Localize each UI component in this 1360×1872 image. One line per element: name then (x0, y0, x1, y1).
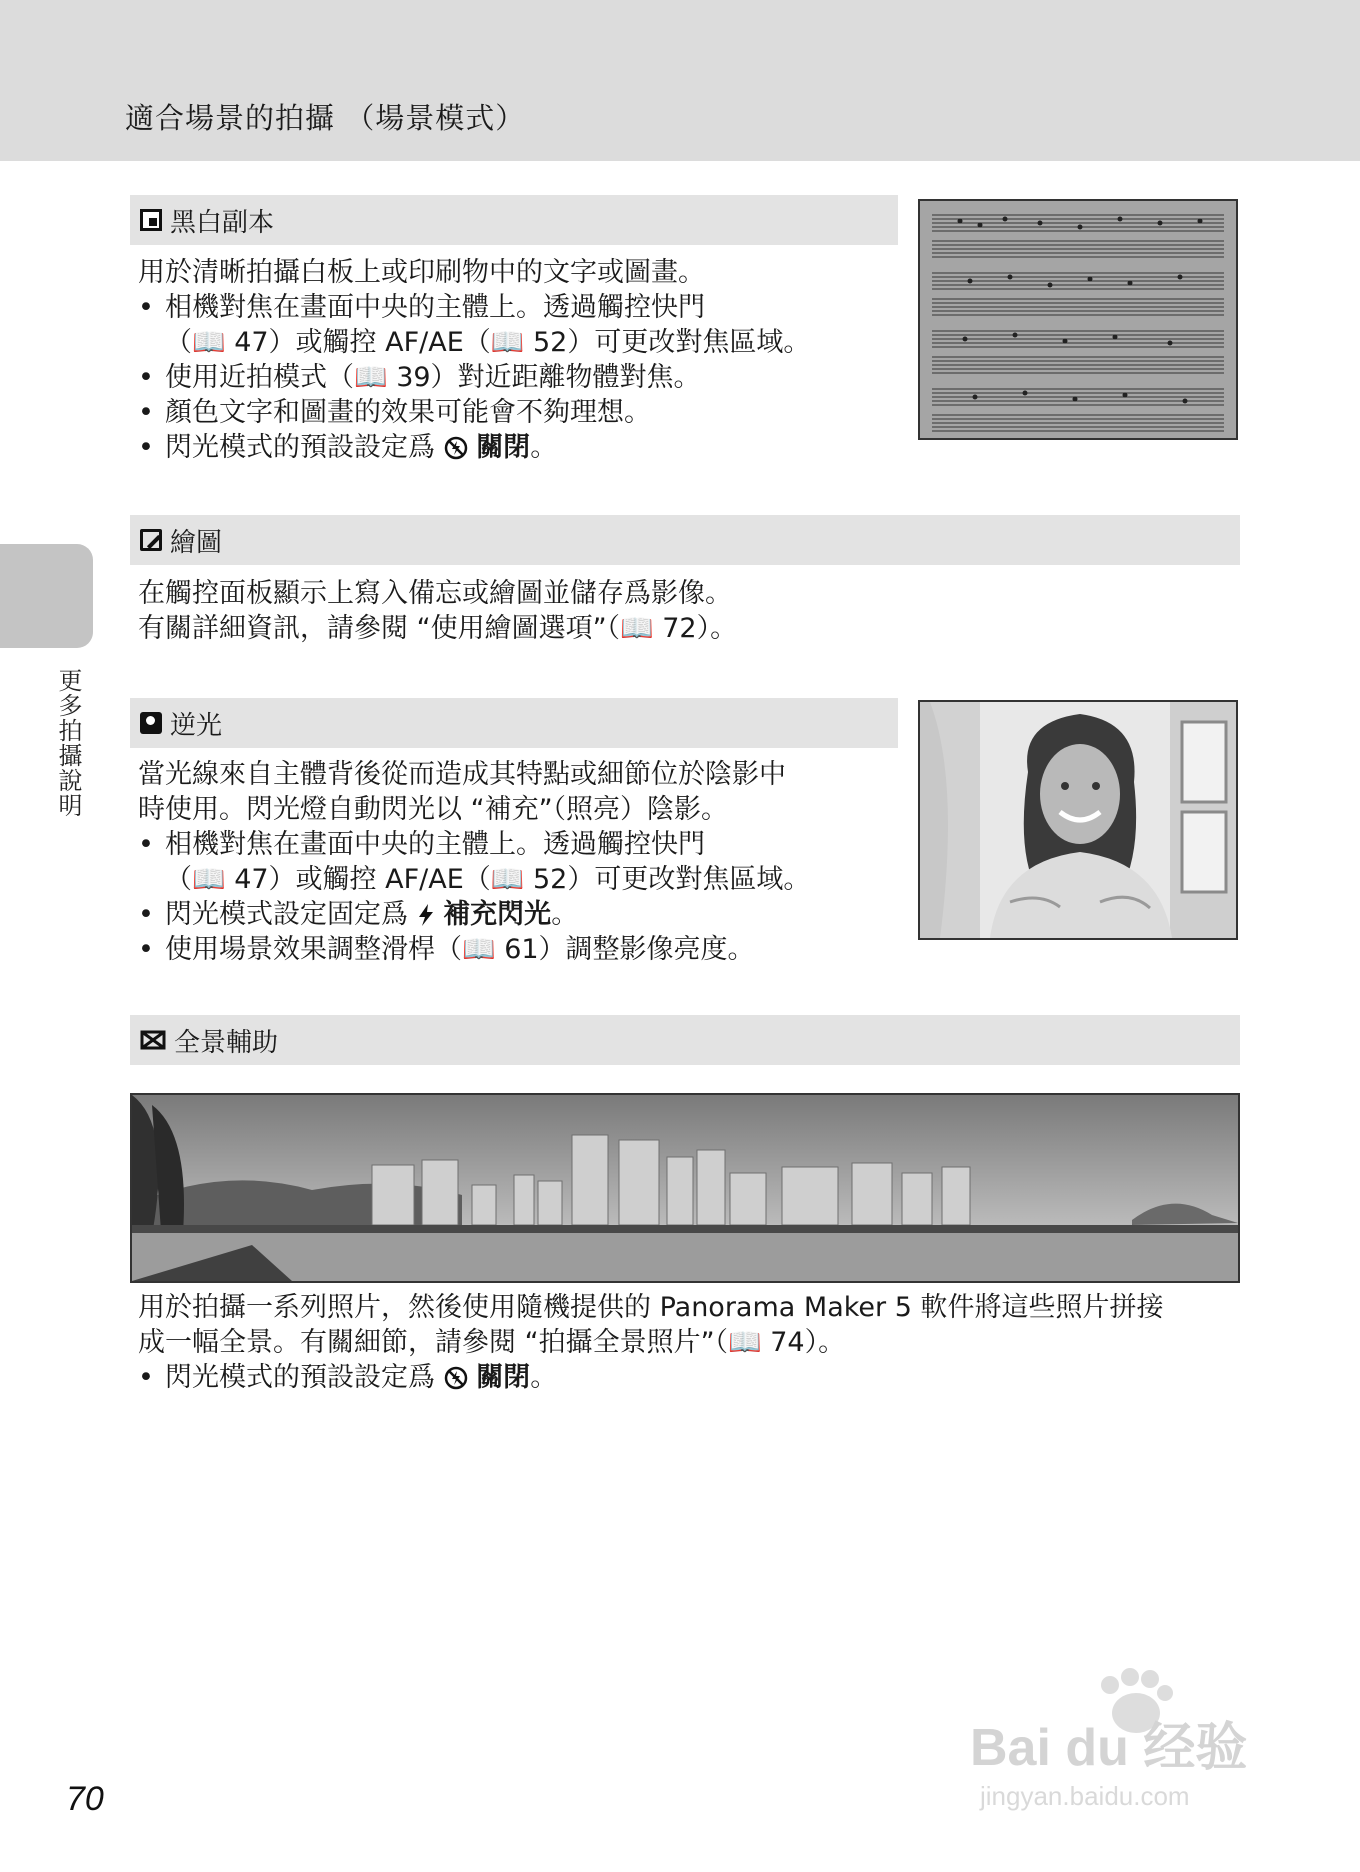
list-item: • 閃光模式的預設設定爲 關閉。 (138, 1360, 1248, 1395)
sheet-music-illustration (920, 201, 1236, 438)
section-draw-line2: 有關詳細資訊，請參閱 “使用繪圖選項”（📖 72）。 (138, 613, 738, 644)
list-item-cont: （📖 47）或觸控 AF/AE（📖 52）可更改對焦區域。 (165, 327, 811, 358)
flash-off-icon (444, 436, 468, 460)
list-item: • 相機對焦在畫面中央的主體上。透過觸控快門 （📖 47）或觸控 AF/AE（📖 52）可更改對焦區域。 (138, 290, 878, 360)
list-item: • 閃光模式的預設設定爲 關閉。 (138, 430, 878, 465)
section-backlight-intro2: 時使用。閃光燈自動閃光以 “補充”（照亮）陰影。 (138, 794, 729, 825)
watermark-url: jingyan.baidu.com (980, 1781, 1190, 1811)
fill-flash-label: 補充閃光 (443, 899, 552, 930)
section-backlight-body (138, 757, 878, 967)
section-draw-line1: 在觸控面板顯示上寫入備忘或繪圖並儲存爲影像。 (138, 578, 732, 609)
section-panorama-line1: 用於拍攝一系列照片，然後使用隨機提供的 Panorama Maker 5 軟件將這些照片拼接 (138, 1292, 1164, 1323)
section-backlight-intro1: 當光線來自主體背後從而造成其特點或細節位於陰影中 (138, 759, 786, 790)
list-item: • 閃光模式設定固定爲 補充閃光。 (138, 897, 878, 932)
chapter-tab (0, 544, 93, 648)
draw-icon (140, 529, 162, 551)
sheet-music-photo (918, 199, 1238, 440)
list-item-cont: （📖 47）或觸控 AF/AE（📖 52）可更改對焦區域。 (165, 864, 811, 895)
page-header (0, 0, 1360, 161)
section-panorama-body (138, 1290, 1248, 1395)
section-panorama-bar (130, 1015, 1240, 1065)
panorama-photo (130, 1093, 1240, 1283)
section-backlight-title: 逆光 (170, 710, 223, 741)
portrait-illustration (920, 702, 1236, 938)
list-item: • 相機對焦在畫面中央的主體上。透過觸控快門 （📖 47）或觸控 AF/AE（📖 52）可更改對焦區域。 (138, 827, 878, 897)
page-title: 適合場景的拍攝 （場景模式） (125, 101, 526, 135)
section-draw-bar (130, 515, 1240, 565)
bw-copy-icon (140, 209, 162, 231)
section-draw-title: 繪圖 (170, 527, 223, 558)
page-number: 70 (66, 1780, 104, 1818)
fill-flash-icon (417, 903, 435, 927)
panorama-icon (140, 1029, 166, 1051)
section-bw-title: 黑白副本 (170, 207, 275, 238)
chapter-label: 更多拍攝說明 (54, 668, 82, 818)
portrait-photo (918, 700, 1238, 940)
section-backlight-bar (130, 698, 898, 748)
watermark-logo (960, 1665, 1290, 1815)
list-item: • 顏色文字和圖畫的效果可能會不夠理想。 (138, 395, 878, 430)
flash-off-icon (444, 1366, 468, 1390)
section-panorama-line2: 成一幅全景。有關細節，請參閱 “拍攝全景照片”（📖 74）。 (138, 1327, 846, 1358)
list-item: • 使用近拍模式（📖 39）對近距離物體對焦。 (138, 360, 878, 395)
section-bw-body (138, 255, 878, 465)
list-item: • 使用場景效果調整滑桿（📖 61）調整影像亮度。 (138, 932, 878, 967)
section-bw-bar (130, 195, 898, 245)
flash-off-label: 關閉 (476, 432, 531, 463)
section-bw-intro: 用於清晰拍攝白板上或印刷物中的文字或圖畫。 (138, 257, 705, 288)
watermark-brand: Bai du 经验 (970, 1719, 1248, 1777)
section-panorama-title: 全景輔助 (174, 1027, 279, 1058)
backlight-icon (140, 712, 162, 734)
section-draw-body (138, 576, 1138, 646)
flash-off-label: 關閉 (476, 1362, 531, 1393)
panorama-illustration (132, 1095, 1238, 1281)
